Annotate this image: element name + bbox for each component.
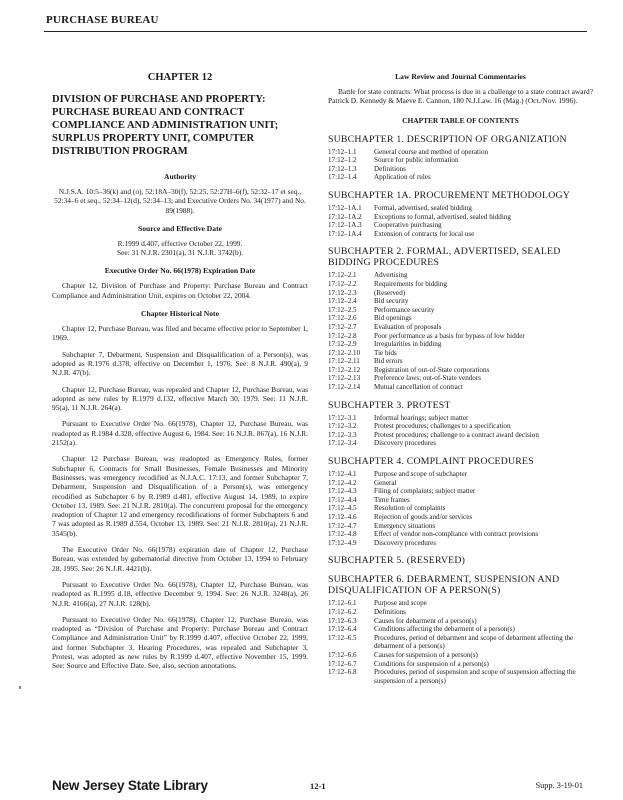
section-title: Causes for debarment of a person(s) xyxy=(374,616,477,625)
chapter-title: DIVISION OF PURCHASE AND PROPERTY: PURCHASE BUREAU AND CONTRACT COMPLIANCE AND ADMINISTRATION UNIT; SURPLUS PROPERTY UNIT, COMPUTER DISTRIBUTION PROGRAM xyxy=(52,94,279,157)
section-number: 17:12–1A.4 xyxy=(328,229,362,238)
section-number: 17:12–2.3 xyxy=(328,288,357,297)
subchapter-heading: SUBCHAPTER 1A. PROCUREMENT METHODOLOGY xyxy=(328,189,571,201)
section-title: Application of rules xyxy=(374,173,431,182)
toc-entry xyxy=(328,504,593,513)
section-title: Registration of out-of-State corporations xyxy=(374,365,490,374)
section-title: General course and method of operation xyxy=(374,147,489,156)
section-title: Cooperative purchasing xyxy=(374,221,442,230)
toc-entry xyxy=(328,599,593,608)
toc-entry xyxy=(328,608,593,617)
section-number: 17:12–2.5 xyxy=(328,305,357,314)
historical-note-paragraph: Pursuant to Executive Order No. 66(1978), Chapter 12, Purchase Bureau, was readopted as R.1995 d.18, effective December 9, 1994. See: 26 N.J.R. 3248(a), 26 N.J.R. 4166(a), 27 N.J.R. 128(b). xyxy=(52,579,308,608)
section-title: Definitions xyxy=(374,607,406,616)
page-number: 12-1 xyxy=(310,781,326,791)
toc-entry xyxy=(328,230,593,239)
toc-entry xyxy=(328,204,593,213)
section-number: 17:12–4.3 xyxy=(328,487,357,496)
toc-entry xyxy=(328,280,593,289)
law-review-heading: Law Review and Journal Commentaries xyxy=(395,72,526,81)
section-title: Extension of contracts for local use xyxy=(374,229,475,238)
toc-entry xyxy=(328,668,593,685)
section-number: 17:12–2.1 xyxy=(328,271,357,280)
section-title: Performance security xyxy=(374,305,435,314)
toc-entry xyxy=(328,414,593,423)
section-number: 17:12–1A.3 xyxy=(328,221,362,230)
toc-entry xyxy=(328,173,593,182)
eo-heading: Executive Order No. 66(1978) Expiration Date xyxy=(104,266,256,276)
section-number: 17:12–6.8 xyxy=(328,668,357,677)
section-title: Bid openings xyxy=(374,314,412,323)
section-number: 17:12–6.6 xyxy=(328,650,357,659)
historical-note-paragraph: Chapter 12, Purchase Bureau, was filed and became effective prior to September 1, 1969. xyxy=(52,324,308,343)
toc-entry xyxy=(328,349,593,358)
toc-entry xyxy=(328,165,593,174)
toc-entry xyxy=(328,271,593,280)
section-title: Purpose and scope of subchapter xyxy=(374,470,467,479)
section-title: Mutual cancellation of contract xyxy=(374,383,463,392)
chapter-label: CHAPTER 12 xyxy=(147,72,213,83)
toc-entry xyxy=(328,148,593,157)
table-of-contents xyxy=(328,134,593,686)
toc-entry xyxy=(328,496,593,505)
source-heading: Source and Effective Date xyxy=(137,223,222,233)
running-head: PURCHASE BUREAU xyxy=(46,14,159,26)
subchapter-block xyxy=(328,246,593,391)
section-title: Filing of complaints; subject matter xyxy=(374,487,476,496)
toc-entry xyxy=(328,374,593,383)
toc-entry xyxy=(328,479,593,488)
section-number: 17:12–2.8 xyxy=(328,331,357,340)
section-number: 17:12–1.2 xyxy=(328,156,357,165)
historical-note-paragraph: Chapter 12 Purchase Bureau, was readopted as Emergency Rules, former Subchapter 6, Contracts for Small Businesses, Female Businesses and Minority Businesses, was emergency recodified as N.J.A.C. 17:13, and former Subchapter 7, Debarment, Suspension and Disqualification of a Person(s), was emergency recodified as Subchapter 6 by R.1989 d.481, effective August 14, 1989, to expire October 13, 1989. See: 21 N.J.R. 2810(a). The concurrent proposal for the emergency readoption of Chapter 12 and emergency recodifications of former Subchapters 6 and 7 was adopted as R.1989 d.554, October 13, 1989. See: 21 N.J.R. 2810(a), 21 N.J.R. 3545(b). xyxy=(52,454,308,538)
subchapter-heading: SUBCHAPTER 6. DEBARMENT, SUSPENSION AND DISQUALIFICATION OF A PERSON(S) xyxy=(328,574,560,597)
section-title: Procedures, period of suspension and scope of suspension affecting the suspension of a person(s) xyxy=(374,668,576,685)
toc-entry xyxy=(328,332,593,341)
header-rule xyxy=(44,31,587,32)
section-number: 17:12–3.4 xyxy=(328,439,357,448)
section-number: 17:12–4.2 xyxy=(328,478,357,487)
subchapter-heading: SUBCHAPTER 4. COMPLAINT PROCEDURES xyxy=(328,456,534,468)
section-number: 17:12–6.7 xyxy=(328,659,357,668)
section-title: Procedures, period of debarment and scope of debarment affecting the debarment of a person(s) xyxy=(374,633,574,651)
toc-entry xyxy=(328,660,593,669)
section-number: 17:12–6.4 xyxy=(328,625,357,634)
historical-note-heading: Chapter Historical Note xyxy=(141,309,219,319)
toc-entry xyxy=(328,470,593,479)
toc-heading: CHAPTER TABLE OF CONTENTS xyxy=(402,115,519,125)
library-watermark: New Jersey State Library xyxy=(52,778,208,793)
section-number: 17:12–2.11 xyxy=(328,357,360,366)
source-line-2: See: 31 N.J.R. 2301(a), 31 N.J.R. 3742(b). xyxy=(116,248,244,258)
section-number: 17:12–4.9 xyxy=(328,538,357,547)
section-number: 17:12–2.10 xyxy=(328,348,361,357)
toc-entry xyxy=(328,422,593,431)
section-number: 17:12–4.5 xyxy=(328,504,357,513)
historical-note-paragraph: The Executive Order No. 66(1978) expiration date of Chapter 12, Purchase Bureau, was extended by gubernatorial directive from October 13, 1994 to February 28, 1995. See: 26 N.J.R. 4421(b). xyxy=(52,545,308,573)
historical-note-paragraph: Subchapter 7, Debarment, Suspension and Disqualification of a Person(s), was adopted as R.1976 d.378, effective on December 1, 1976. See: 8 N.J.R. 490(a), 9 N.J.R. 47(b). xyxy=(52,349,308,378)
section-title: Conditions for suspension of a person(s) xyxy=(374,659,489,668)
subchapter-block xyxy=(328,574,593,685)
toc-entry xyxy=(328,340,593,349)
section-title: Resolution of complaints xyxy=(374,504,446,513)
section-title: Discovery procedures xyxy=(374,538,437,547)
toc-entry xyxy=(328,323,593,332)
section-number: 17:12–1A.2 xyxy=(328,212,362,221)
subchapter-block xyxy=(328,456,593,547)
section-title: Poor performance as a basis for bypass of low bidder xyxy=(374,331,525,340)
supplement-date: Supp. 3-19-01 xyxy=(535,781,583,790)
subchapter-heading: SUBCHAPTER 1. DESCRIPTION OF ORGANIZATION xyxy=(328,133,567,145)
section-number: 17:12–3.2 xyxy=(328,422,357,431)
section-title: Evaluation of proposals xyxy=(374,322,442,331)
toc-entry xyxy=(328,522,593,531)
section-title: Informal hearings; subject matter xyxy=(374,413,469,422)
section-number: 17:12–2.12 xyxy=(328,365,361,374)
subchapter-block xyxy=(328,134,593,182)
subchapter-block xyxy=(328,555,593,566)
section-number: 17:12–2.6 xyxy=(328,314,357,323)
subchapter-block xyxy=(328,400,593,448)
toc-entry xyxy=(328,213,593,222)
subchapter-block xyxy=(328,190,593,238)
section-title: Advertising xyxy=(374,271,408,280)
section-number: 17:12–1.1 xyxy=(328,147,357,156)
toc-entry xyxy=(328,530,593,539)
section-title: Discovery procedures xyxy=(374,439,437,448)
toc-entry xyxy=(328,539,593,548)
toc-entry xyxy=(328,366,593,375)
section-title: Irregularities in bidding xyxy=(374,340,442,349)
historical-note-list xyxy=(52,324,308,671)
section-title: Formal, advertised, sealed bidding xyxy=(374,203,472,212)
toc-entry xyxy=(328,487,593,496)
section-number: 17:12–4.7 xyxy=(328,521,357,530)
section-number: 17:12–4.1 xyxy=(328,470,357,479)
section-number: 17:12–4.6 xyxy=(328,513,357,521)
section-number: 17:12–6.2 xyxy=(328,607,357,616)
section-number: 17:12–2.9 xyxy=(328,340,357,349)
eo-text: Chapter 12, Division of Purchase and Property: Purchase Bureau and Contract Compliance and Administration Unit, expires on October 22, 2004. xyxy=(52,281,308,300)
toc-entry xyxy=(328,439,593,448)
authority-heading: Authority xyxy=(163,172,197,181)
section-title: Protest procedures; challenges to a specification xyxy=(374,422,511,431)
toc-entry xyxy=(328,383,593,392)
section-number: 17:12–6.5 xyxy=(328,633,357,642)
subchapter-heading: SUBCHAPTER 3. PROTEST xyxy=(328,399,451,411)
section-title: Time frames xyxy=(374,495,410,504)
subchapter-heading: SUBCHAPTER 5. (RESERVED) xyxy=(328,555,466,567)
left-column xyxy=(52,72,308,678)
section-title: (Reserved) xyxy=(374,288,406,297)
section-number: 17:12–4.8 xyxy=(328,530,357,539)
right-column xyxy=(328,72,593,685)
section-number: 17:12–3.3 xyxy=(328,430,357,439)
section-title: Causes for suspension of a person(s) xyxy=(374,650,478,659)
toc-entry xyxy=(328,513,593,522)
scan-speck xyxy=(19,686,21,689)
section-title: Requirements for bidding xyxy=(374,279,447,288)
toc-entry xyxy=(328,297,593,306)
section-title: Tie bids xyxy=(374,348,397,357)
toc-entry xyxy=(328,306,593,315)
section-title: Conditions affecting the debarment of a person(s) xyxy=(374,625,515,634)
historical-note-paragraph: Pursuant to Executive Order No. 66(1978), Chapter 12, Purchase Bureau, was readopted as R.1984 d.328, effective August 6, 1984. See: 16 N.J.R. 867(a), 16 N.J.R. 2152(a). xyxy=(52,419,308,448)
section-title: General xyxy=(374,478,397,487)
historical-note-paragraph: Chapter 12, Purchase Bureau, was repealed and Chapter 12, Purchase Bureau, was adopted as new rules by R.1979 d.132, effective March 30, 1979. See: 11 N.J.R. 95(a), 11 N.J.R. 264(a). xyxy=(52,384,308,413)
section-number: 17:12–6.3 xyxy=(328,616,357,625)
section-number: 17:12–1A.1 xyxy=(328,203,362,212)
toc-entry xyxy=(328,221,593,230)
toc-entry xyxy=(328,357,593,366)
toc-entry xyxy=(328,314,593,323)
authority-text: N.J.S.A. 10:5–36(k) and (o), 52:18A–30(f), 52:25, 52:27H–6(f), 52:32–17 et seq., 52:34–6 et seq., 52:34–12(d), 52:34–13; and Executive Orders No. 34(1977) and No. 89(1988). xyxy=(54,187,306,215)
section-title: Bid errors xyxy=(374,357,403,366)
toc-entry xyxy=(328,617,593,626)
section-number: 17:12–2.4 xyxy=(328,297,357,306)
section-number: 17:12–1.4 xyxy=(328,173,357,182)
toc-entry xyxy=(328,625,593,634)
section-title: Emergency situations xyxy=(374,521,436,530)
section-number: 17:12–4.4 xyxy=(328,495,357,504)
section-title: Purpose and scope xyxy=(374,599,427,608)
section-title: Source for public information xyxy=(374,156,459,165)
section-number: 17:12–2.7 xyxy=(328,322,357,331)
section-title: Exceptions to formal, advertised, sealed bidding xyxy=(374,212,511,221)
section-title: Rejection of goods and/or services xyxy=(374,513,473,521)
toc-entry xyxy=(328,431,593,440)
toc-entry xyxy=(328,634,593,651)
source-line-1: R.1999 d.407, effective October 22, 1999. xyxy=(117,238,243,248)
section-number: 17:12–6.1 xyxy=(328,599,357,608)
toc-entry xyxy=(328,156,593,165)
section-number: 17:12–2.2 xyxy=(328,279,357,288)
section-number: 17:12–3.1 xyxy=(328,413,357,422)
historical-note-paragraph: Pursuant to Executive Order No. 66(1978), Chapter 12, Purchase Bureau, was readopted as “Division of Purchase and Property: Purchase Bureau and Contract Compliance and Administration Unit” by R.1999 d.407, effective October 22, 1999, and former Subchapter 3, Hearing Procedures, was repealed and Subchapter 3, Protest, was adopted as new rules by R.1999 d.407, effective November 15, 1999. See: Source and Effective Date. See, also, section annotations. xyxy=(52,614,308,671)
section-title: Definitions xyxy=(374,164,406,173)
toc-entry xyxy=(328,651,593,660)
section-number: 17:12–1.3 xyxy=(328,164,357,173)
section-number: 17:12–2.13 xyxy=(328,374,361,383)
law-review-text: Battle for state contracts: What process is due in a challenge to a state contract award? Patrick D. Kennedy & Maeve E. Cannon, 180 N.J.Law. 16 (Mag.) (Oct./Nov. 1996). xyxy=(328,87,593,106)
section-number: 17:12–2.14 xyxy=(328,383,361,392)
toc-entry xyxy=(328,289,593,298)
subchapter-heading: SUBCHAPTER 2. FORMAL, ADVERTISED, SEALED BIDDING PROCEDURES xyxy=(328,246,561,269)
section-title: Preference laws; out-of-State vendors xyxy=(374,374,481,383)
section-title: Bid security xyxy=(374,297,409,306)
section-title: Protest procedures; challenge to a contract award decision xyxy=(374,430,539,439)
section-title: Effect of vendor non-compliance with contract provisions xyxy=(374,530,539,539)
